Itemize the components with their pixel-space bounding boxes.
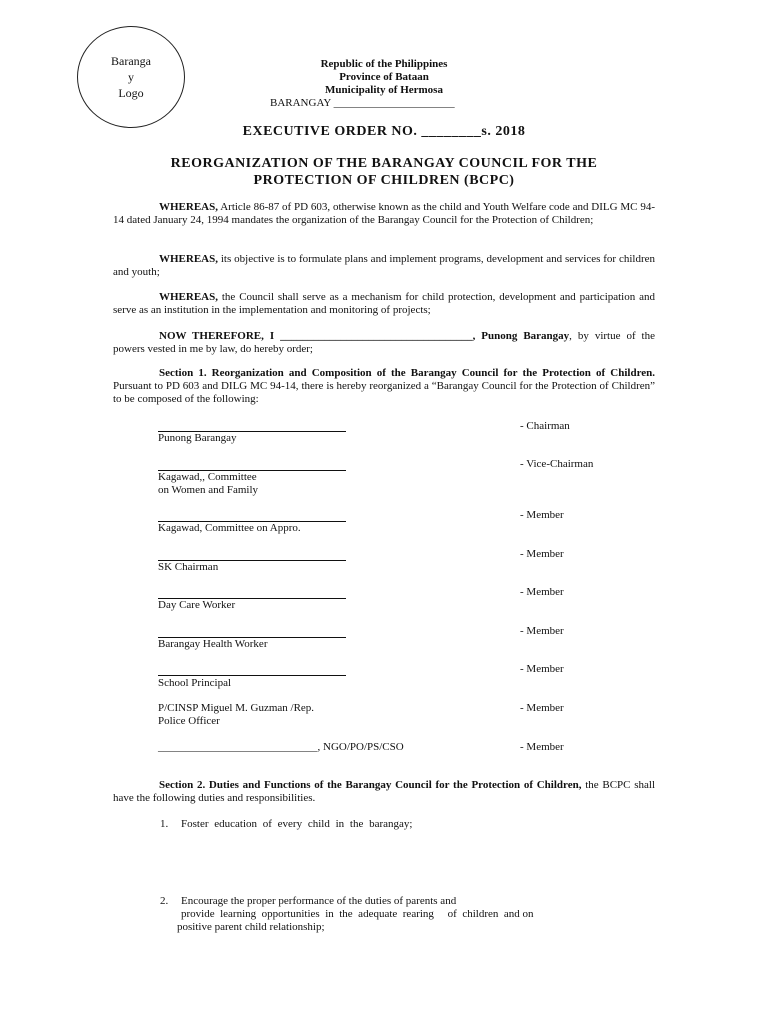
header-republic: Republic of the Philippines (320, 58, 448, 70)
member-name: Punong Barangay (158, 432, 237, 444)
duty-text-line2: provide learning opportunities in the adequate rearing of children and on (181, 908, 534, 920)
member-role: - Member (520, 548, 564, 560)
member-name-line2: Police Officer (158, 715, 220, 727)
whereas-text: the Council shall serve as a mechanism for child protection, development and participation and serve as an institution in the implementation and monitoring of projects; (113, 291, 655, 316)
member-name: Day Care Worker (158, 599, 236, 611)
executive-order-title: EXECUTIVE ORDER NO. ________s. 2018 (242, 124, 526, 139)
member-role: - Member (520, 663, 564, 675)
member-role: - Chairman (520, 420, 570, 432)
duty-number: 2. (160, 895, 169, 907)
member-role: - Member (520, 625, 564, 637)
header-province: Province of Bataan (339, 71, 429, 83)
duty-number: 1. (160, 818, 169, 830)
member-name: Kagawad,, Committee (158, 471, 257, 483)
member-role: - Vice-Chairman (520, 458, 594, 470)
member-name: _____________________________, NGO/PO/PS/CSO (158, 741, 404, 753)
whereas-text: its objective is to formulate plans and implement programs, development and services for children and youth; (113, 253, 655, 278)
member-name-line2: on Women and Family (158, 484, 259, 496)
section-1-text: Pursuant to PD 603 and DILG MC 94-14, there is hereby reorganized a “Barangay Council for the Protection of Children” to be composed of the following: (113, 380, 655, 405)
signature-line (158, 675, 346, 676)
member-role: - Member (520, 586, 564, 598)
section-2-heading: Section 2. Duties and Functions of the Barangay Council for the Protection of Children, (159, 779, 582, 791)
whereas-lead: WHEREAS, (159, 201, 218, 213)
member-role: - Member (520, 741, 564, 753)
duty-text: Encourage the proper performance of the duties of parents and (181, 895, 457, 907)
duty-text-line3: positive parent child relationship; (177, 921, 325, 933)
whereas-paragraph-3 (113, 291, 655, 317)
whereas-lead: WHEREAS, (159, 291, 218, 303)
main-title-line1: REORGANIZATION OF THE BARANGAY COUNCIL FOR THE (170, 156, 598, 171)
member-role: - Member (520, 509, 564, 521)
member-name: Barangay Health Worker (158, 638, 268, 650)
whereas-paragraph-1 (113, 201, 655, 227)
whereas-lead: WHEREAS, (159, 253, 218, 265)
member-role: - Member (520, 702, 564, 714)
section-2-text: the BCPC shall have the following duties and responsibilities. (113, 779, 655, 804)
now-therefore-paragraph (113, 330, 655, 356)
logo-text-line3: Logo (118, 86, 144, 100)
main-title (0, 155, 768, 189)
header-barangay: BARANGAY ______________________ (270, 97, 455, 109)
section-2-paragraph (113, 779, 655, 805)
member-name: P/CINSP Miguel M. Guzman /Rep. (158, 702, 315, 714)
section-1-paragraph (113, 367, 655, 406)
header-municipality: Municipality of Hermosa (325, 84, 443, 96)
now-therefore-text: , by virtue of the powers vested in me by law, do hereby order; (113, 330, 655, 355)
whereas-text: Article 86-87 of PD 603, otherwise known as the child and Youth Welfare code and DILG MC 94-14 dated January 24, 1994 mandates the organization of the Barangay Council for the Protection of Children; (113, 201, 655, 226)
logo-text-line1: Baranga (111, 54, 151, 68)
member-name: Kagawad, Committee on Appro. (158, 522, 301, 534)
duty-text: Foster education of every child in the barangay; (181, 818, 413, 830)
now-therefore-lead: NOW THEREFORE, I ___________________________________, Punong Barangay (159, 330, 570, 342)
member-name: SK Chairman (158, 561, 219, 573)
logo-text-line2: y (127, 70, 134, 84)
section-1-heading: Section 1. Reorganization and Composition of the Barangay Council for the Protection of Children. (159, 367, 655, 379)
main-title-line2: PROTECTION OF CHILDREN (BCPC) (253, 173, 515, 188)
member-name: School Principal (158, 677, 232, 689)
whereas-paragraph-2 (113, 253, 655, 279)
